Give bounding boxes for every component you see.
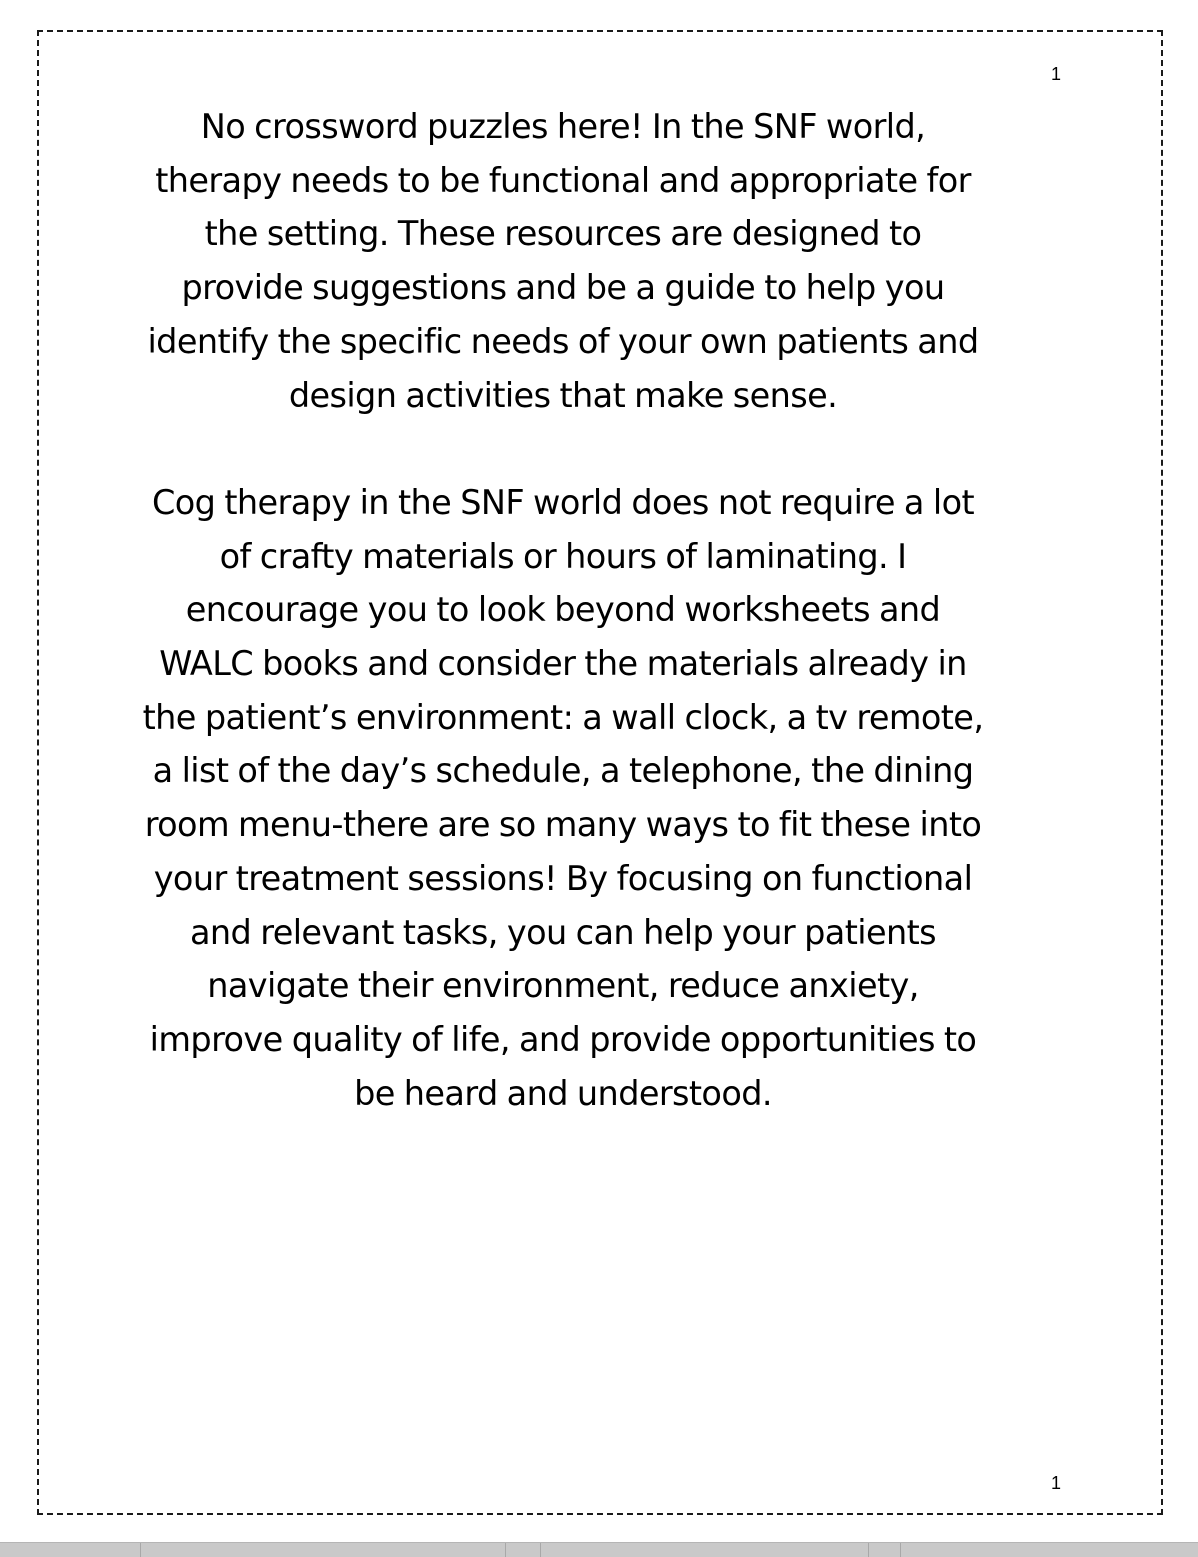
paragraph-cog-therapy <box>90 476 1036 1120</box>
bar-divider <box>868 1543 869 1557</box>
bar-divider <box>140 1543 141 1557</box>
text-line: No crossword puzzles here! In the SNF world, <box>200 107 926 146</box>
text-line: WALC books and consider the materials already in <box>159 644 967 684</box>
text-line: the setting. These resources are designed to <box>204 214 922 254</box>
text-line: improve quality of life, and provide opportunities to <box>149 1019 977 1059</box>
paragraph-intro <box>90 100 1036 422</box>
document-body <box>90 100 1036 1174</box>
text-line: provide suggestions and be a guide to help you <box>181 268 945 308</box>
page-number-top: 1 <box>1050 64 1061 84</box>
bar-divider <box>540 1543 541 1557</box>
text-line: Cog therapy in the SNF world does not require a lot <box>151 482 974 522</box>
text-line: be heard and understood. <box>354 1073 772 1113</box>
window-bottom-bar <box>0 1542 1198 1557</box>
text-line: and relevant tasks, you can help your patients <box>189 912 936 952</box>
text-line: room menu-there are so many ways to fit these into <box>144 805 982 845</box>
page-number-bottom: 1 <box>1050 1473 1061 1493</box>
text-line: design activities that make sense. <box>288 375 838 415</box>
text-line: the patient’s environment: a wall clock, a tv remote, <box>142 697 984 737</box>
text-line: of crafty materials or hours of laminating. I <box>219 536 907 576</box>
bar-divider <box>505 1543 506 1557</box>
text-line: identify the specific needs of your own patients and <box>147 321 979 361</box>
bar-divider <box>900 1543 901 1557</box>
text-line: encourage you to look beyond worksheets and <box>185 590 941 630</box>
text-line: your treatment sessions! By focusing on functional <box>153 858 973 898</box>
text-line: therapy needs to be functional and appropriate for <box>155 160 971 200</box>
text-line: a list of the day’s schedule, a telephone, the dining <box>152 751 974 791</box>
text-line: navigate their environment, reduce anxiety, <box>207 966 919 1006</box>
